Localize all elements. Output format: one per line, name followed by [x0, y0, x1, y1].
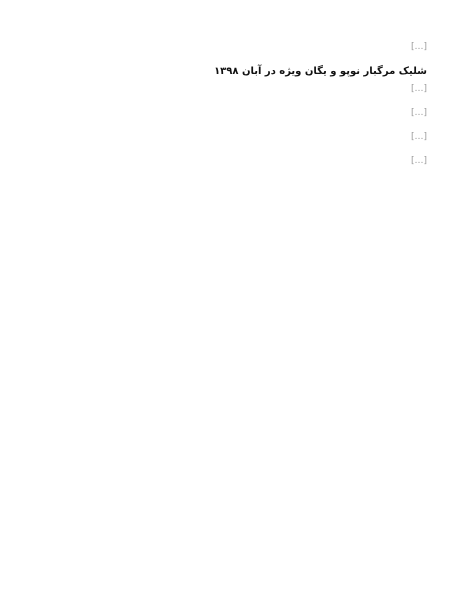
paragraph-3: […] — [410, 108, 427, 118]
paragraph-2: […] — [410, 84, 427, 94]
paragraph-4: […] — [410, 132, 427, 142]
document-page — [52, 40, 427, 178]
section-heading: شلیک مرگبار نوپو و یگان ویژه در آبان ۱۳۹۸ — [214, 66, 427, 77]
paragraph-1: […] — [410, 42, 427, 52]
paragraph-5: […] — [410, 156, 427, 166]
